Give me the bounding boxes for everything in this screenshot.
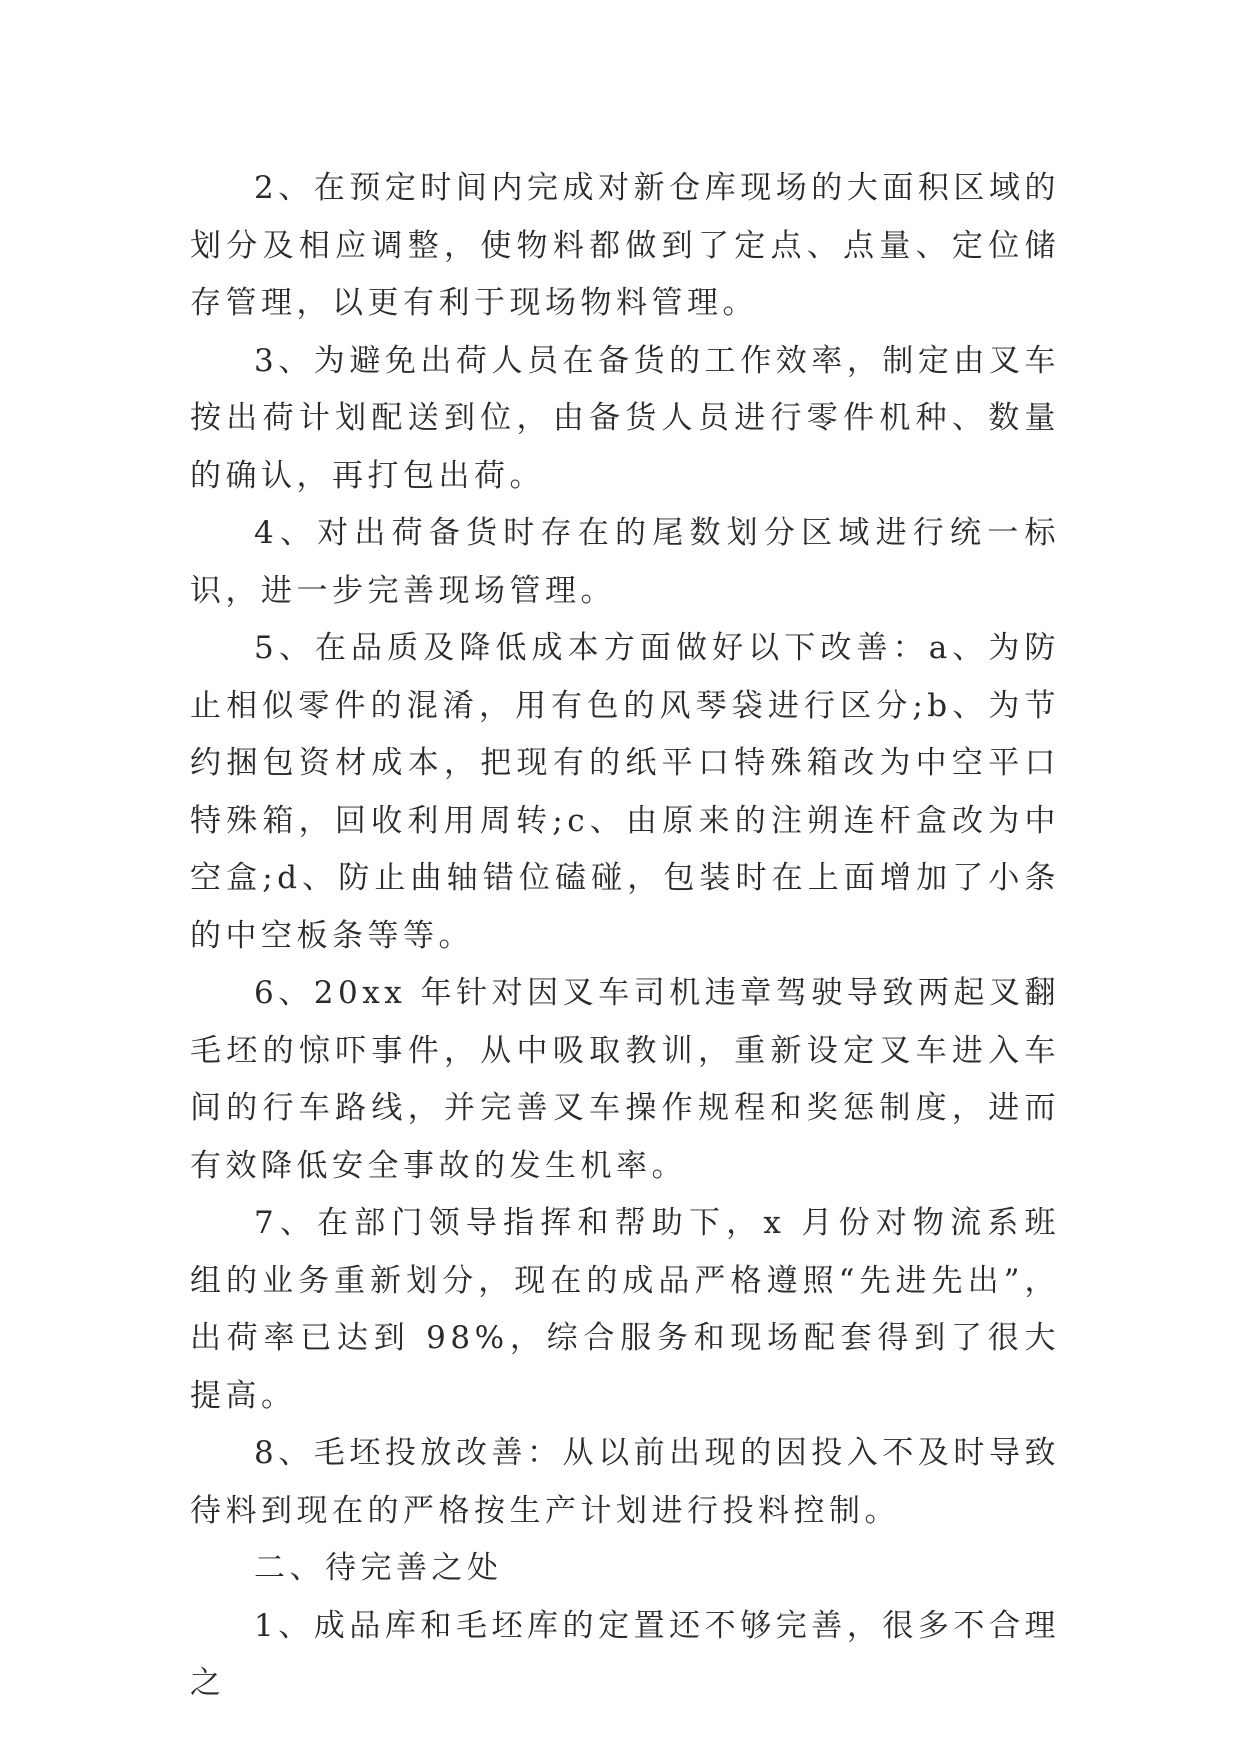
section-heading: 二、待完善之处 [254, 1550, 503, 1586]
paragraph-item-4: 4、对出荷备货时存在的尾数划分区域进行统一标识，进一步完善现场管理。 [190, 515, 1060, 609]
paragraph-item-1: 1、成品库和毛坯库的定置还不够完善，很多不合理之 [190, 1607, 1060, 1701]
paragraph-item-7: 7、在部门领导指挥和帮助下，x 月份对物流系班组的业务重新划分，现在的成品严格遵照“先进先出”，出荷率已达到 98%，综合服务和现场配套得到了很大提高。 [190, 1205, 1060, 1414]
document-body [190, 160, 1060, 1713]
paragraph-item-5: 5、在品质及降低成本方面做好以下改善：a、为防止相似零件的混淆，用有色的风琴袋进行区分;b、为节约捆包资材成本，把现有的纸平口特殊箱改为中空平口特殊箱，回收利用周转;c、由原来的注朔连杆盒改为中空盒;d、防止曲轴错位磕碰，包装时在上面增加了小条的中空板条等等。 [190, 630, 1060, 954]
paragraph-item-6: 6、20xx 年针对因叉车司机违章驾驶导致两起叉翻毛坯的惊吓事件，从中吸取教训，重新设定叉车进入车间的行车路线，并完善叉车操作规程和奖惩制度，进而有效降低安全事故的发生机率。 [190, 975, 1060, 1184]
paragraph-item-3: 3、为避免出荷人员在备货的工作效率，制定由叉车按出荷计划配送到位，由备货人员进行零件机种、数量的确认，再打包出荷。 [190, 342, 1060, 494]
paragraph-item-2: 2、在预定时间内完成对新仓库现场的大面积区域的划分及相应调整，使物料都做到了定点、点量、定位储存管理，以更有利于现场物料管理。 [190, 170, 1060, 321]
paragraph-item-8: 8、毛坯投放改善：从以前出现的因投入不及时导致待料到现在的严格按生产计划进行投料控制。 [190, 1435, 1060, 1529]
